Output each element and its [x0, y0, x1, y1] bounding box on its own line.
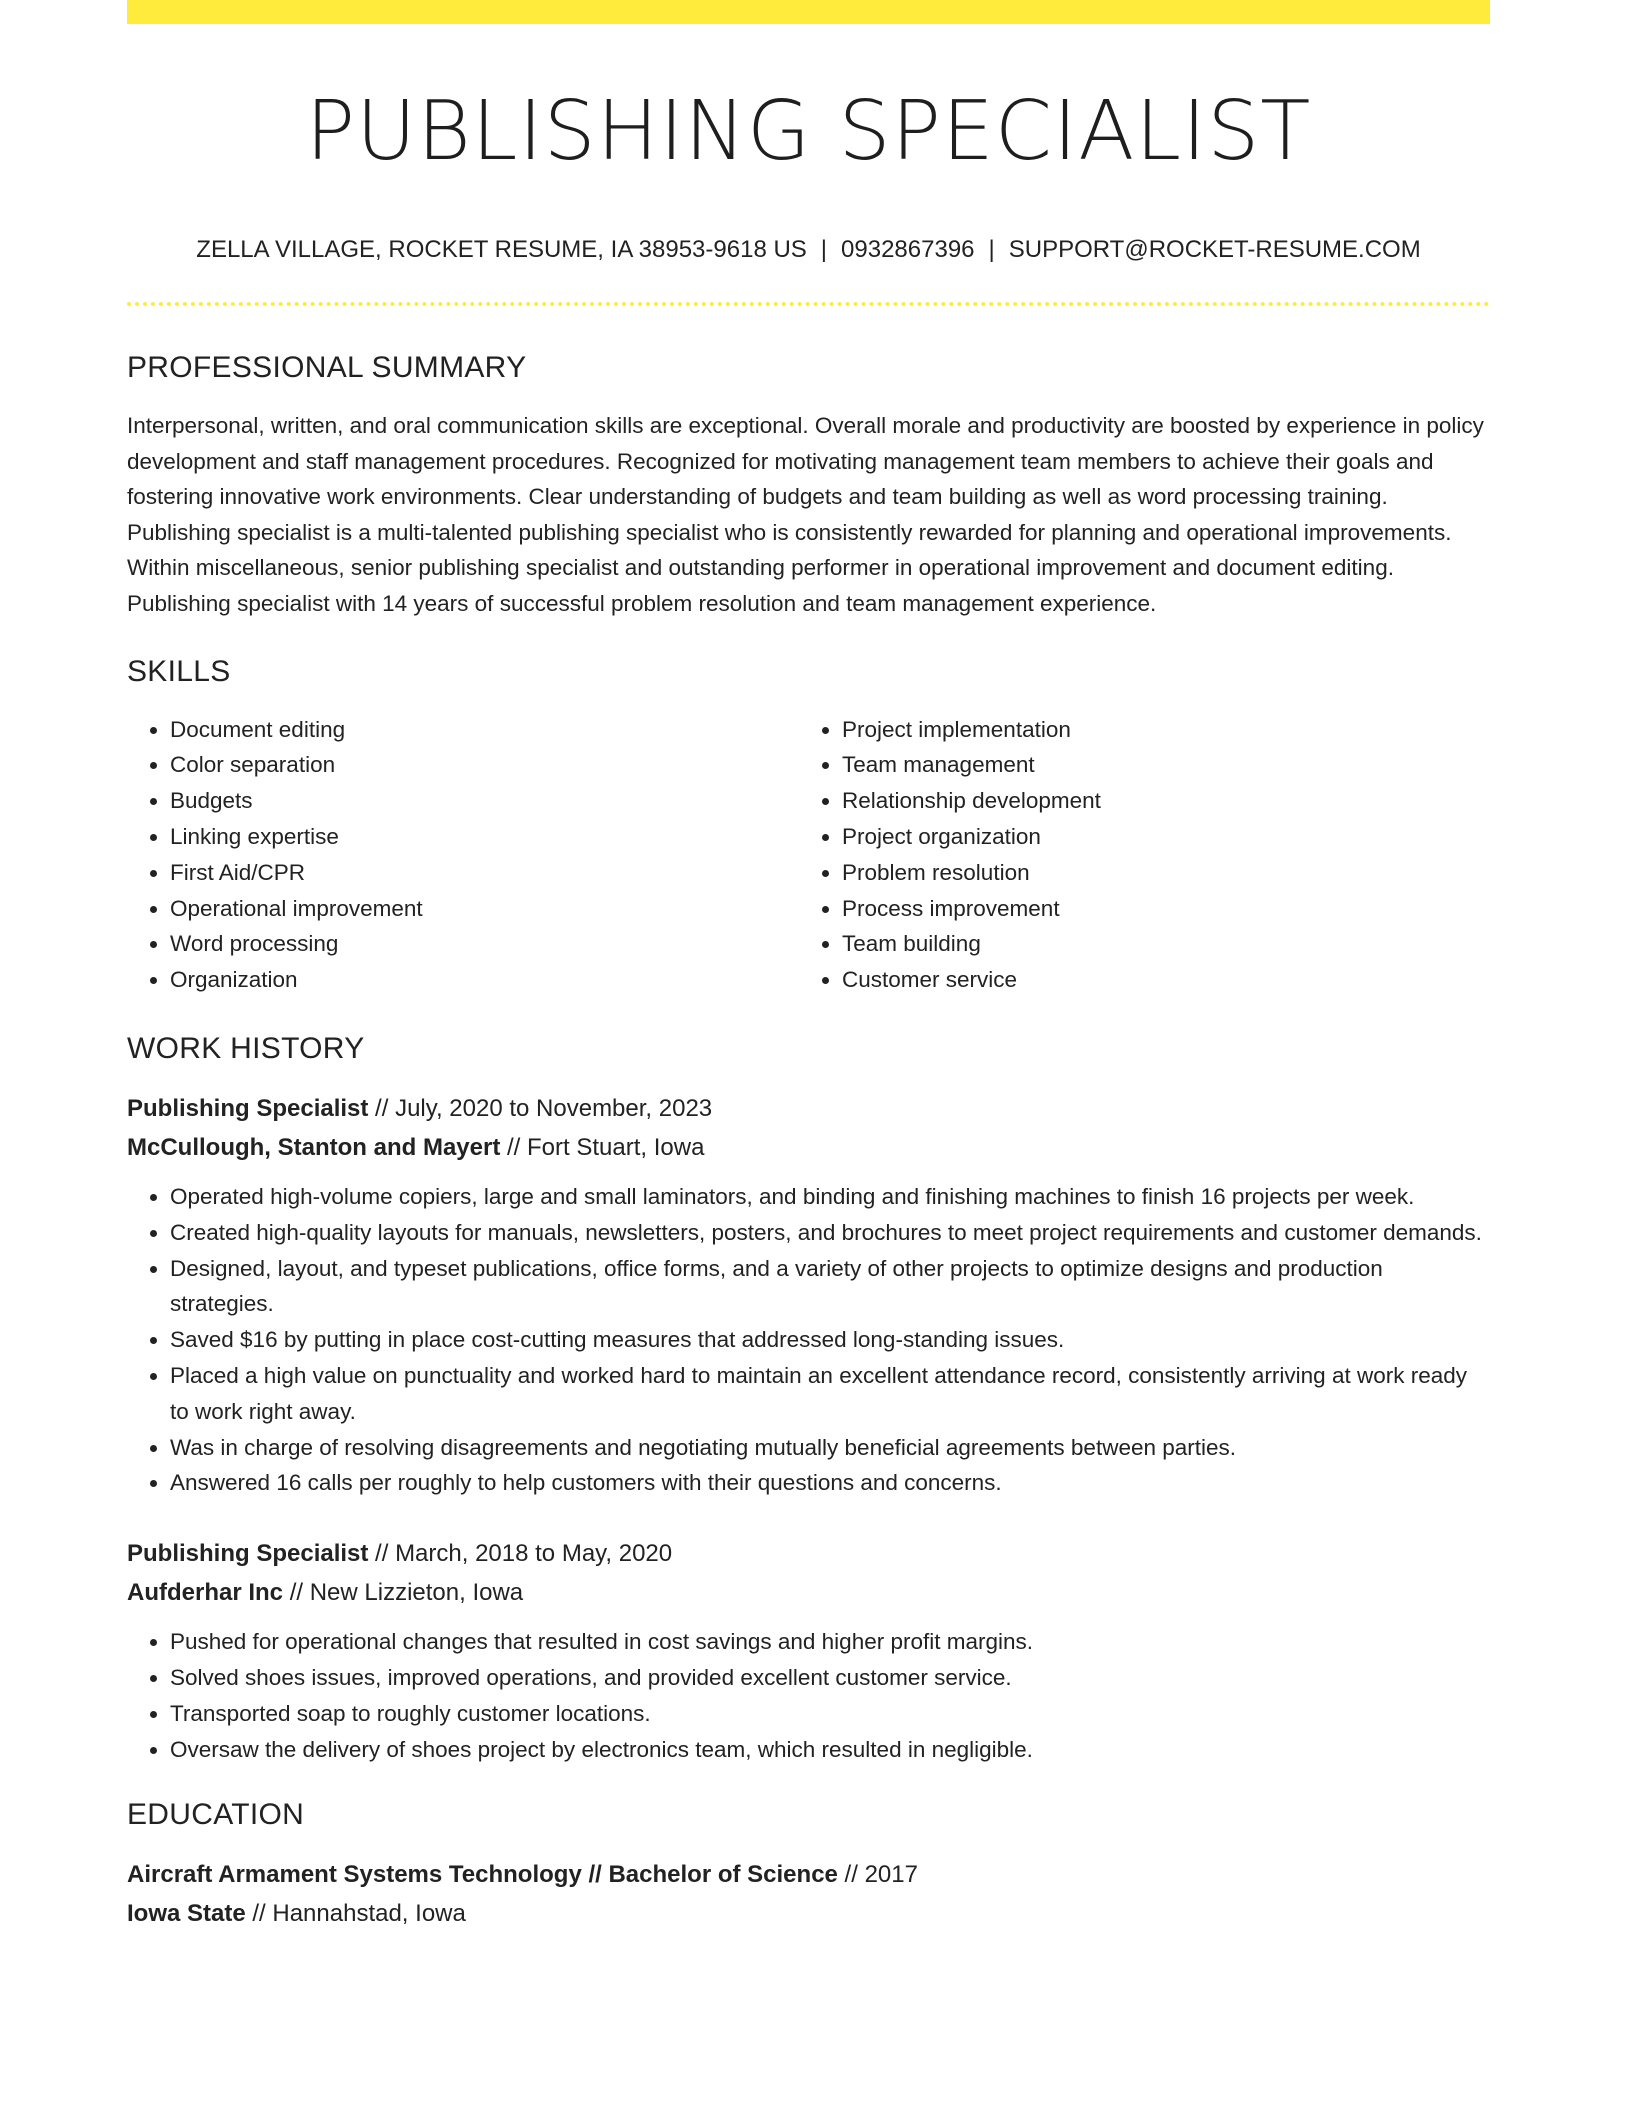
job-bullets — [127, 1624, 1490, 1767]
education-degree-line — [127, 1855, 1490, 1894]
job-bullet: • Designed, layout, and typeset publications, office forms, and a variety of other projects to optimize designs and production strategies. — [170, 1251, 1490, 1323]
job-dates: // March, 2018 to May, 2020 — [368, 1540, 673, 1568]
skill-item: • Project organization — [842, 819, 1471, 855]
job-role: Publishing Specialist — [127, 1094, 369, 1122]
skill-item: • Linking expertise — [170, 819, 799, 855]
education-year: // 2017 — [837, 1861, 918, 1889]
skill-item: • First Aid/CPR — [170, 855, 799, 891]
education-school: Iowa State — [127, 1900, 246, 1928]
job-company-line — [127, 1573, 1490, 1612]
job-company: Aufderhar Inc — [127, 1579, 284, 1607]
job-company-line — [127, 1128, 1490, 1167]
contact-address: ZELLA VILLAGE, ROCKET RESUME, IA 38953-9618 US — [196, 236, 807, 263]
summary-heading: PROFESSIONAL SUMMARY — [127, 351, 527, 384]
job-bullet: • Was in charge of resolving disagreements and negotiating mutually beneficial agreements between parties. — [170, 1430, 1490, 1466]
job-company: McCullough, Stanton and Mayert — [127, 1133, 501, 1161]
skill-item: • Word processing — [170, 926, 799, 962]
skills-columns — [127, 712, 1490, 998]
contact-phone: 0932867396 — [841, 236, 975, 263]
job-bullet: • Answered 16 calls per roughly to help customers with their questions and concerns. — [170, 1465, 1490, 1501]
education-school-line — [127, 1894, 1490, 1933]
skill-item: • Customer service — [842, 962, 1471, 998]
job-bullet: • Operated high-volume copiers, large and small laminators, and binding and finishing machines to finish 16 projects per week. — [170, 1179, 1490, 1215]
education-degree: Aircraft Armament Systems Technology // Bachelor of Science — [127, 1861, 838, 1889]
skill-item: • Organization — [170, 962, 799, 998]
contact-line — [127, 235, 1490, 265]
job-bullet: • Oversaw the delivery of shoes project by electronics team, which resulted in negligible. — [170, 1732, 1490, 1768]
job-role-line — [127, 1089, 1490, 1128]
skills-list-left — [127, 712, 799, 998]
contact-separator: | — [988, 236, 995, 263]
resume-name: PUBLISHING SPECIALIST — [305, 84, 1312, 179]
skill-item: • Team management — [842, 747, 1471, 783]
job-role: Publishing Specialist — [127, 1540, 369, 1568]
skill-item: • Team building — [842, 926, 1471, 962]
skills-list-right — [799, 712, 1471, 998]
skill-item: • Process improvement — [842, 891, 1471, 927]
skill-item: • Budgets — [170, 783, 799, 819]
work-history-heading: WORK HISTORY — [127, 1031, 365, 1065]
job-bullet: • Created high-quality layouts for manuals, newsletters, posters, and brochures to meet project requirements and customer demands. — [170, 1215, 1490, 1251]
skill-item: • Relationship development — [842, 783, 1471, 819]
contact-separator: | — [820, 236, 828, 263]
skill-item: • Problem resolution — [842, 855, 1471, 891]
resume-page — [127, 0, 1490, 1933]
job-bullets — [127, 1179, 1490, 1501]
skill-item: • Project implementation — [842, 712, 1471, 748]
job-dates: // July, 2020 to November, 2023 — [368, 1094, 713, 1122]
education-heading: EDUCATION — [127, 1798, 305, 1832]
accent-top-bar — [127, 0, 1490, 24]
job-location: // Fort Stuart, Iowa — [500, 1133, 705, 1161]
job-location: // New Lizzieton, Iowa — [283, 1579, 524, 1607]
job-bullet: • Solved shoes issues, improved operations, and provided excellent customer service. — [170, 1660, 1490, 1696]
dotted-divider — [127, 302, 1490, 306]
job-role-line — [127, 1534, 1490, 1573]
job-bullet: • Saved $16 by putting in place cost-cutting measures that addressed long-standing issues. — [170, 1322, 1490, 1358]
skill-item: • Operational improvement — [170, 891, 799, 927]
job-bullet: • Placed a high value on punctuality and worked hard to maintain an excellent attendance record, consistently arriving at work ready to work right away. — [170, 1358, 1490, 1430]
skill-item: • Document editing — [170, 712, 799, 748]
job-bullet: • Pushed for operational changes that resulted in cost savings and higher profit margins. — [170, 1624, 1490, 1660]
education-location: // Hannahstad, Iowa — [245, 1900, 466, 1928]
skills-heading: SKILLS — [127, 654, 231, 688]
job-bullet: • Transported soap to roughly customer locations. — [170, 1696, 1490, 1732]
contact-email: SUPPORT@ROCKET-RESUME.COM — [1008, 236, 1421, 263]
skill-item: • Color separation — [170, 747, 799, 783]
summary-text: Interpersonal, written, and oral communication skills are exceptional. Overall morale and productivity are boosted by experience in policy development and staff management procedures. Recognized for motivating management team members to achieve their goals and fostering innovative work environments. Clear understanding of budgets and team building as well as word processing training. Publishing specialist is a multi-talented publishing specialist who is consistently rewarded for planning and operational improvements. Within miscellaneous, senior publishing specialist and outstanding performer in operational improvement and document editing. Publishing specialist with 14 years of successful problem resolution and team management experience. — [127, 413, 1484, 616]
